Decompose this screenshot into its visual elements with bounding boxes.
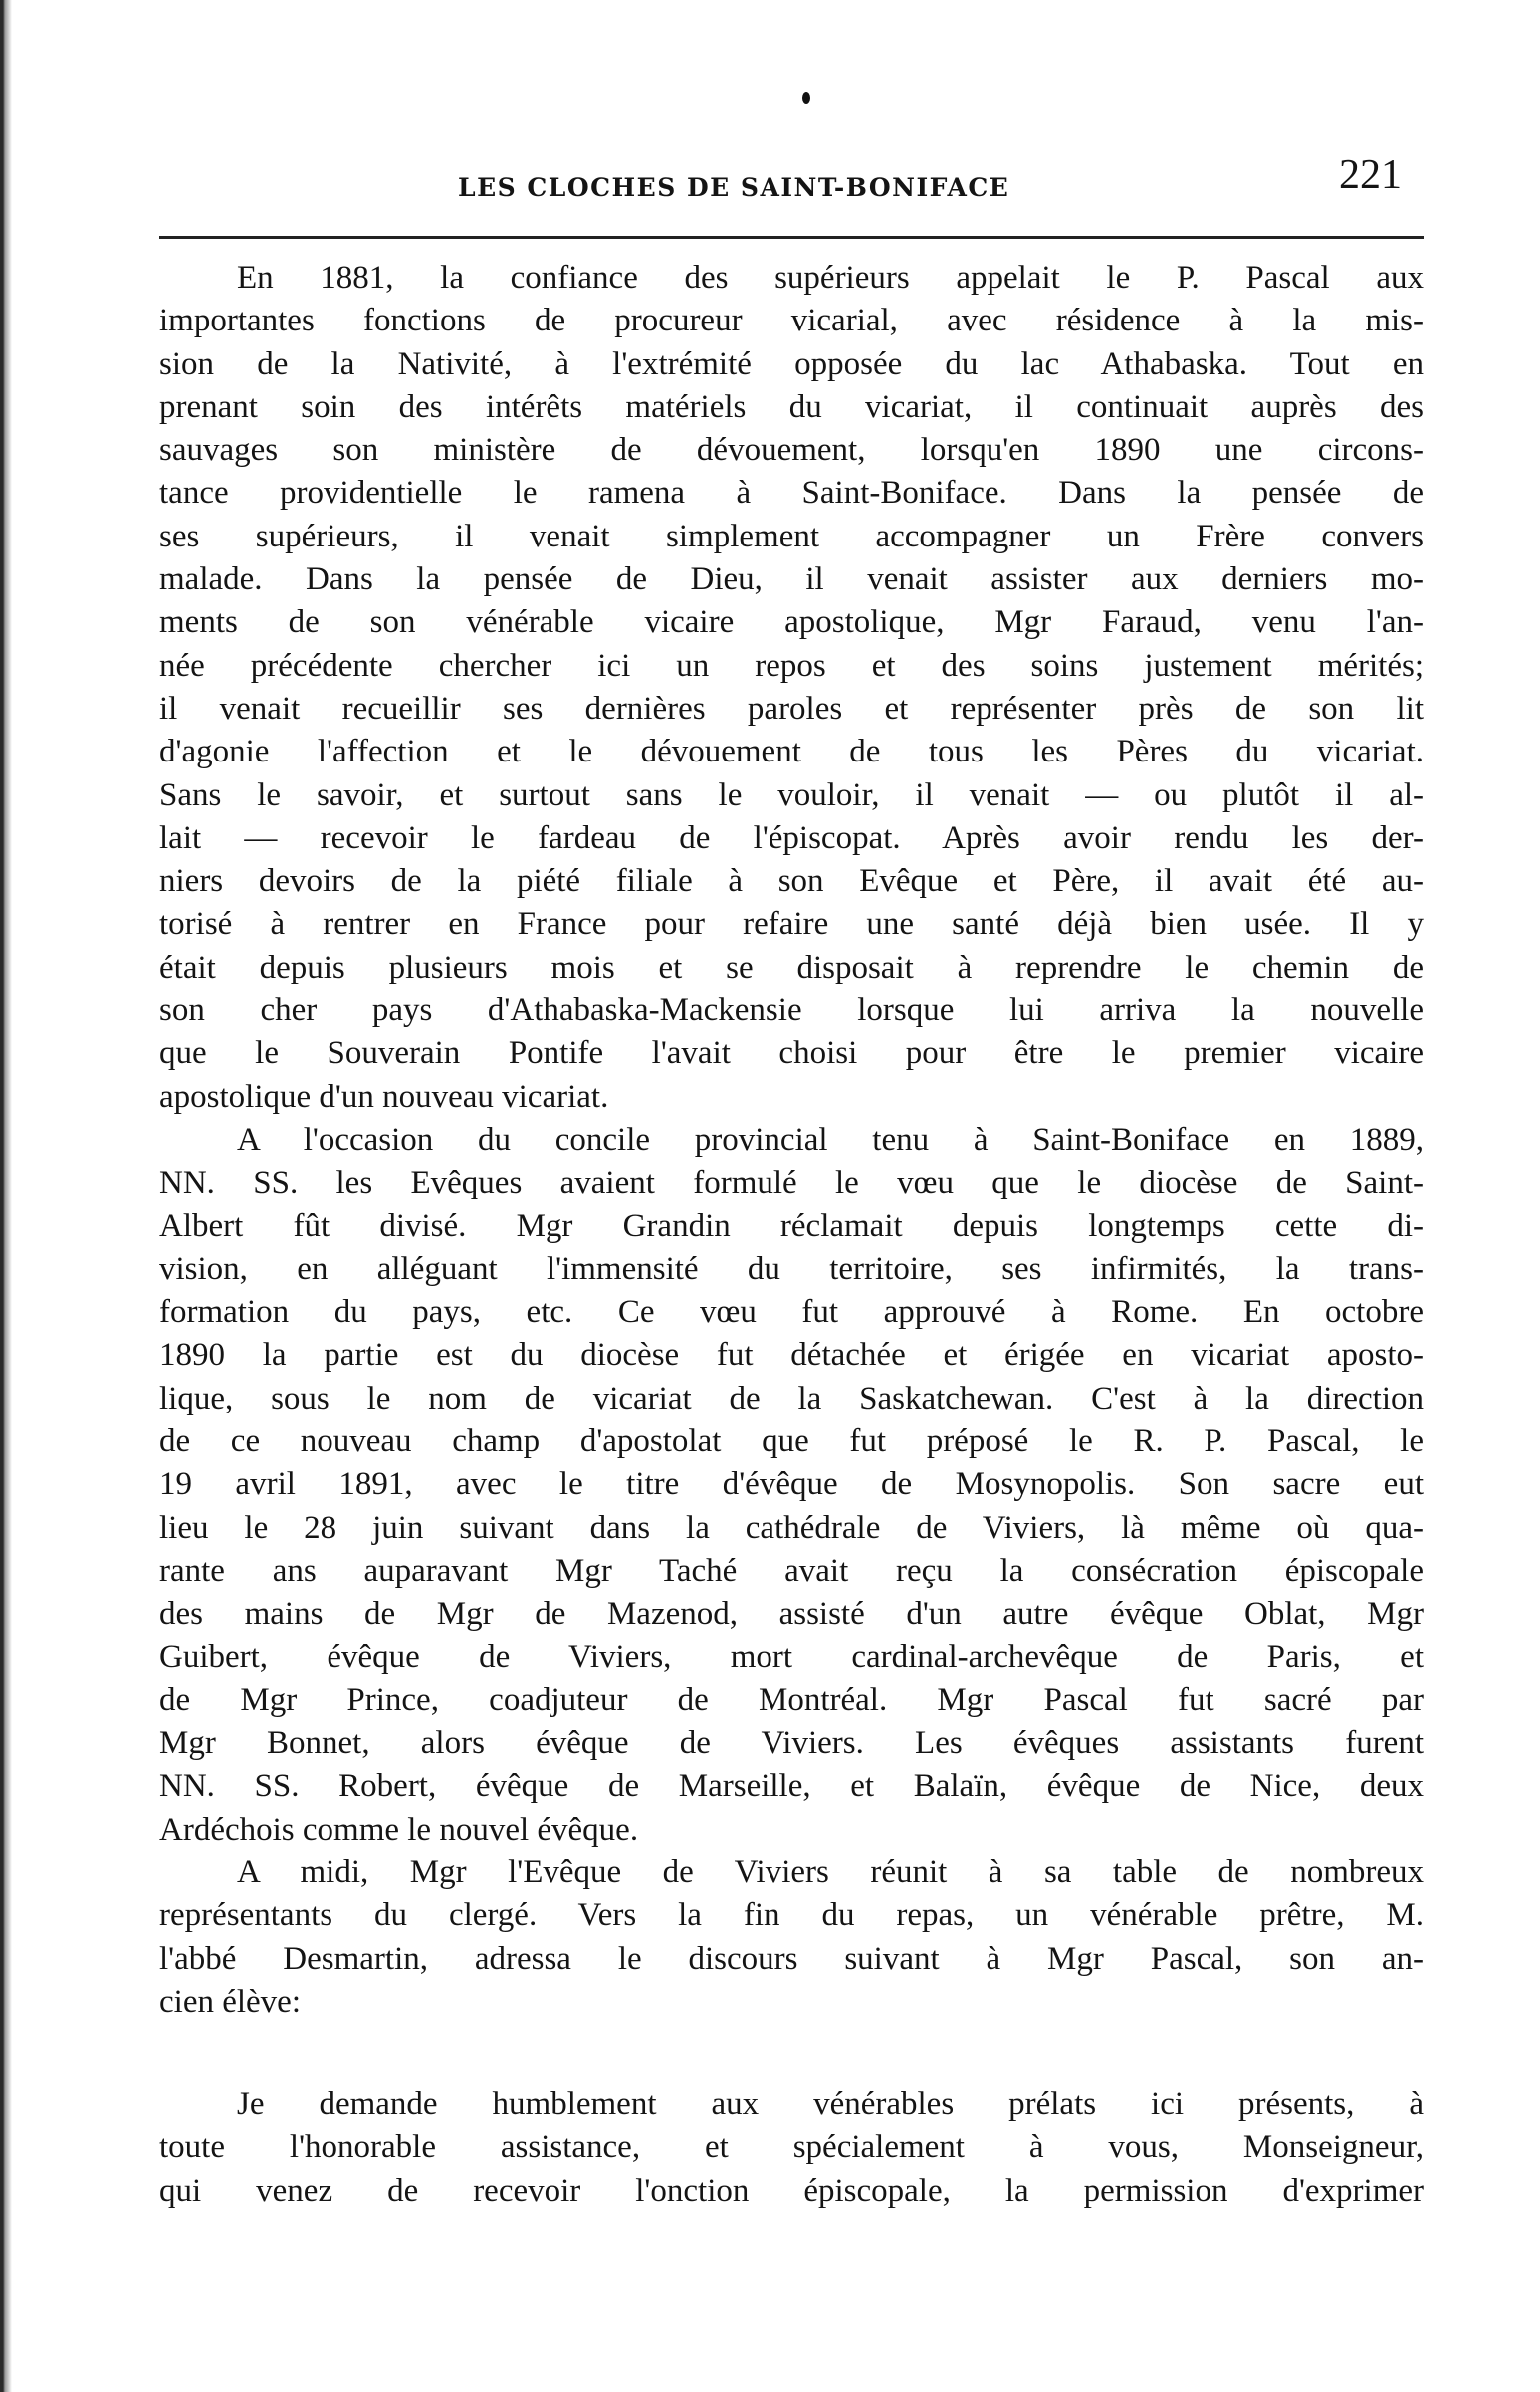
text-line: rante ans auparavant Mgr Taché avait reçu la consécration épiscopale xyxy=(159,1552,1424,1589)
text-line: NN. SS. les Evêques avaient formulé le vœu que le diocèse de Saint- xyxy=(159,1165,1424,1201)
text-line: En 1881, la confiance des supérieurs appelait le P. Pascal aux xyxy=(237,260,1424,296)
text-line: apostolique d'un nouveau vicariat. xyxy=(159,1078,609,1115)
text-line: l'abbé Desmartin, adressa le discours suivant à Mgr Pascal, son an- xyxy=(159,1940,1424,1977)
text-line: cien élève: xyxy=(159,1983,301,2020)
text-line: lique, sous le nom de vicariat de la Saskatchewan. C'est à la direction xyxy=(159,1380,1424,1416)
paragraph-2 xyxy=(159,1119,1424,1851)
text-line: tance providentielle le ramena à Saint-Boniface. Dans la pensée de xyxy=(159,475,1424,512)
text-line: toute l'honorable assistance, et spécialement à vous, Monseigneur, xyxy=(159,2129,1424,2166)
ink-speck xyxy=(802,92,810,104)
text-line: Mgr Bonnet, alors évêque de Viviers. Les évêques assistants furent xyxy=(159,1725,1424,1762)
text-line: importantes fonctions de procureur vicarial, avec résidence à la mis- xyxy=(159,303,1424,339)
text-line: Je demande humblement aux vénérables prélats ici présents, à xyxy=(237,2086,1424,2123)
text-line: torisé à rentrer en France pour refaire une santé déjà bien usée. Il y xyxy=(159,906,1424,943)
text-line: que le Souverain Pontife l'avait choisi pour être le premier vicaire xyxy=(159,1035,1424,1072)
text-line: qui venez de recevoir l'onction épiscopale, la permission d'exprimer xyxy=(159,2172,1424,2209)
body-text xyxy=(159,257,1424,2213)
text-line: prenant soin des intérêts matériels du vicariat, il continuait auprès des xyxy=(159,388,1424,425)
text-line: il venait recueillir ses dernières paroles et représenter près de son lit xyxy=(159,690,1424,727)
text-line: Guibert, évêque de Viviers, mort cardinal-archevêque de Paris, et xyxy=(159,1638,1424,1675)
text-line: ses supérieurs, il venait simplement accompagner un Frère convers xyxy=(159,518,1424,554)
text-line: formation du pays, etc. Ce vœu fut approuvé à Rome. En octobre xyxy=(159,1294,1424,1331)
text-line: 1890 la partie est du diocèse fut détachée et érigée en vicariat aposto- xyxy=(159,1337,1424,1374)
text-line: de Mgr Prince, coadjuteur de Montréal. Mgr Pascal fut sacré par xyxy=(159,1681,1424,1718)
text-line: des mains de Mgr de Mazenod, assisté d'un autre évêque Oblat, Mgr xyxy=(159,1596,1424,1632)
header-rule xyxy=(159,236,1424,239)
text-line: lait — recevoir le fardeau de l'épiscopat. Après avoir rendu les der- xyxy=(159,819,1424,856)
running-head: LES CLOCHES DE SAINT-BONIFACE xyxy=(458,173,1010,202)
text-line: malade. Dans la pensée de Dieu, il venait assister aux derniers mo- xyxy=(159,561,1424,598)
text-line: lieu le 28 juin suivant dans la cathédrale de Viviers, là même où qua- xyxy=(159,1509,1424,1546)
text-line: née précédente chercher ici un repos et des soins justement mérités; xyxy=(159,647,1424,684)
text-line: vision, en alléguant l'immensité du territoire, ses infirmités, la trans- xyxy=(159,1250,1424,1287)
text-line: était depuis plusieurs mois et se disposait à reprendre le chemin de xyxy=(159,949,1424,985)
page-header xyxy=(159,149,1424,209)
text-line: d'agonie l'affection et le dévouement de tous les Pères du vicariat. xyxy=(159,734,1424,770)
text-line: sion de la Nativité, à l'extrémité opposée du lac Athabaska. Tout en xyxy=(159,345,1424,382)
text-line: niers devoirs de la piété filiale à son Evêque et Père, il avait été au- xyxy=(159,863,1424,900)
text-line: A midi, Mgr l'Evêque de Viviers réunit à sa table de nombreux xyxy=(237,1853,1424,1890)
text-line: Ardéchois comme le nouvel évêque. xyxy=(159,1811,639,1848)
text-line: A l'occasion du concile provincial tenu à Saint-Boniface en 1889, xyxy=(237,1121,1424,1158)
text-line: Sans le savoir, et surtout sans le vouloir, il venait — ou plutôt il al- xyxy=(159,776,1424,813)
text-line: 19 avril 1891, avec le titre d'évêque de Mosynopolis. Son sacre eut xyxy=(159,1466,1424,1503)
text-line: NN. SS. Robert, évêque de Marseille, et Balaïn, évêque de Nice, deux xyxy=(159,1768,1424,1805)
paragraph-3 xyxy=(159,1851,1424,2024)
text-line: de ce nouveau champ d'apostolat que fut préposé le R. P. Pascal, le xyxy=(159,1423,1424,1460)
page-number: 221 xyxy=(1339,152,1402,198)
text-line: ments de son vénérable vicaire apostolique, Mgr Faraud, venu l'an- xyxy=(159,604,1424,641)
text-line: son cher pays d'Athabaska-Mackensie lorsque lui arriva la nouvelle xyxy=(159,992,1424,1029)
paragraph-spacer xyxy=(159,2024,1424,2083)
page-binding-edge xyxy=(0,0,14,2392)
text-line: représentants du clergé. Vers la fin du repas, un vénérable prêtre, M. xyxy=(159,1897,1424,1934)
text-line: sauvages son ministère de dévouement, lorsqu'en 1890 une circons- xyxy=(159,432,1424,469)
paragraph-1 xyxy=(159,257,1424,1119)
text-line: Albert fût divisé. Mgr Grandin réclamait depuis longtemps cette di- xyxy=(159,1207,1424,1244)
speech-paragraph xyxy=(159,2083,1424,2213)
